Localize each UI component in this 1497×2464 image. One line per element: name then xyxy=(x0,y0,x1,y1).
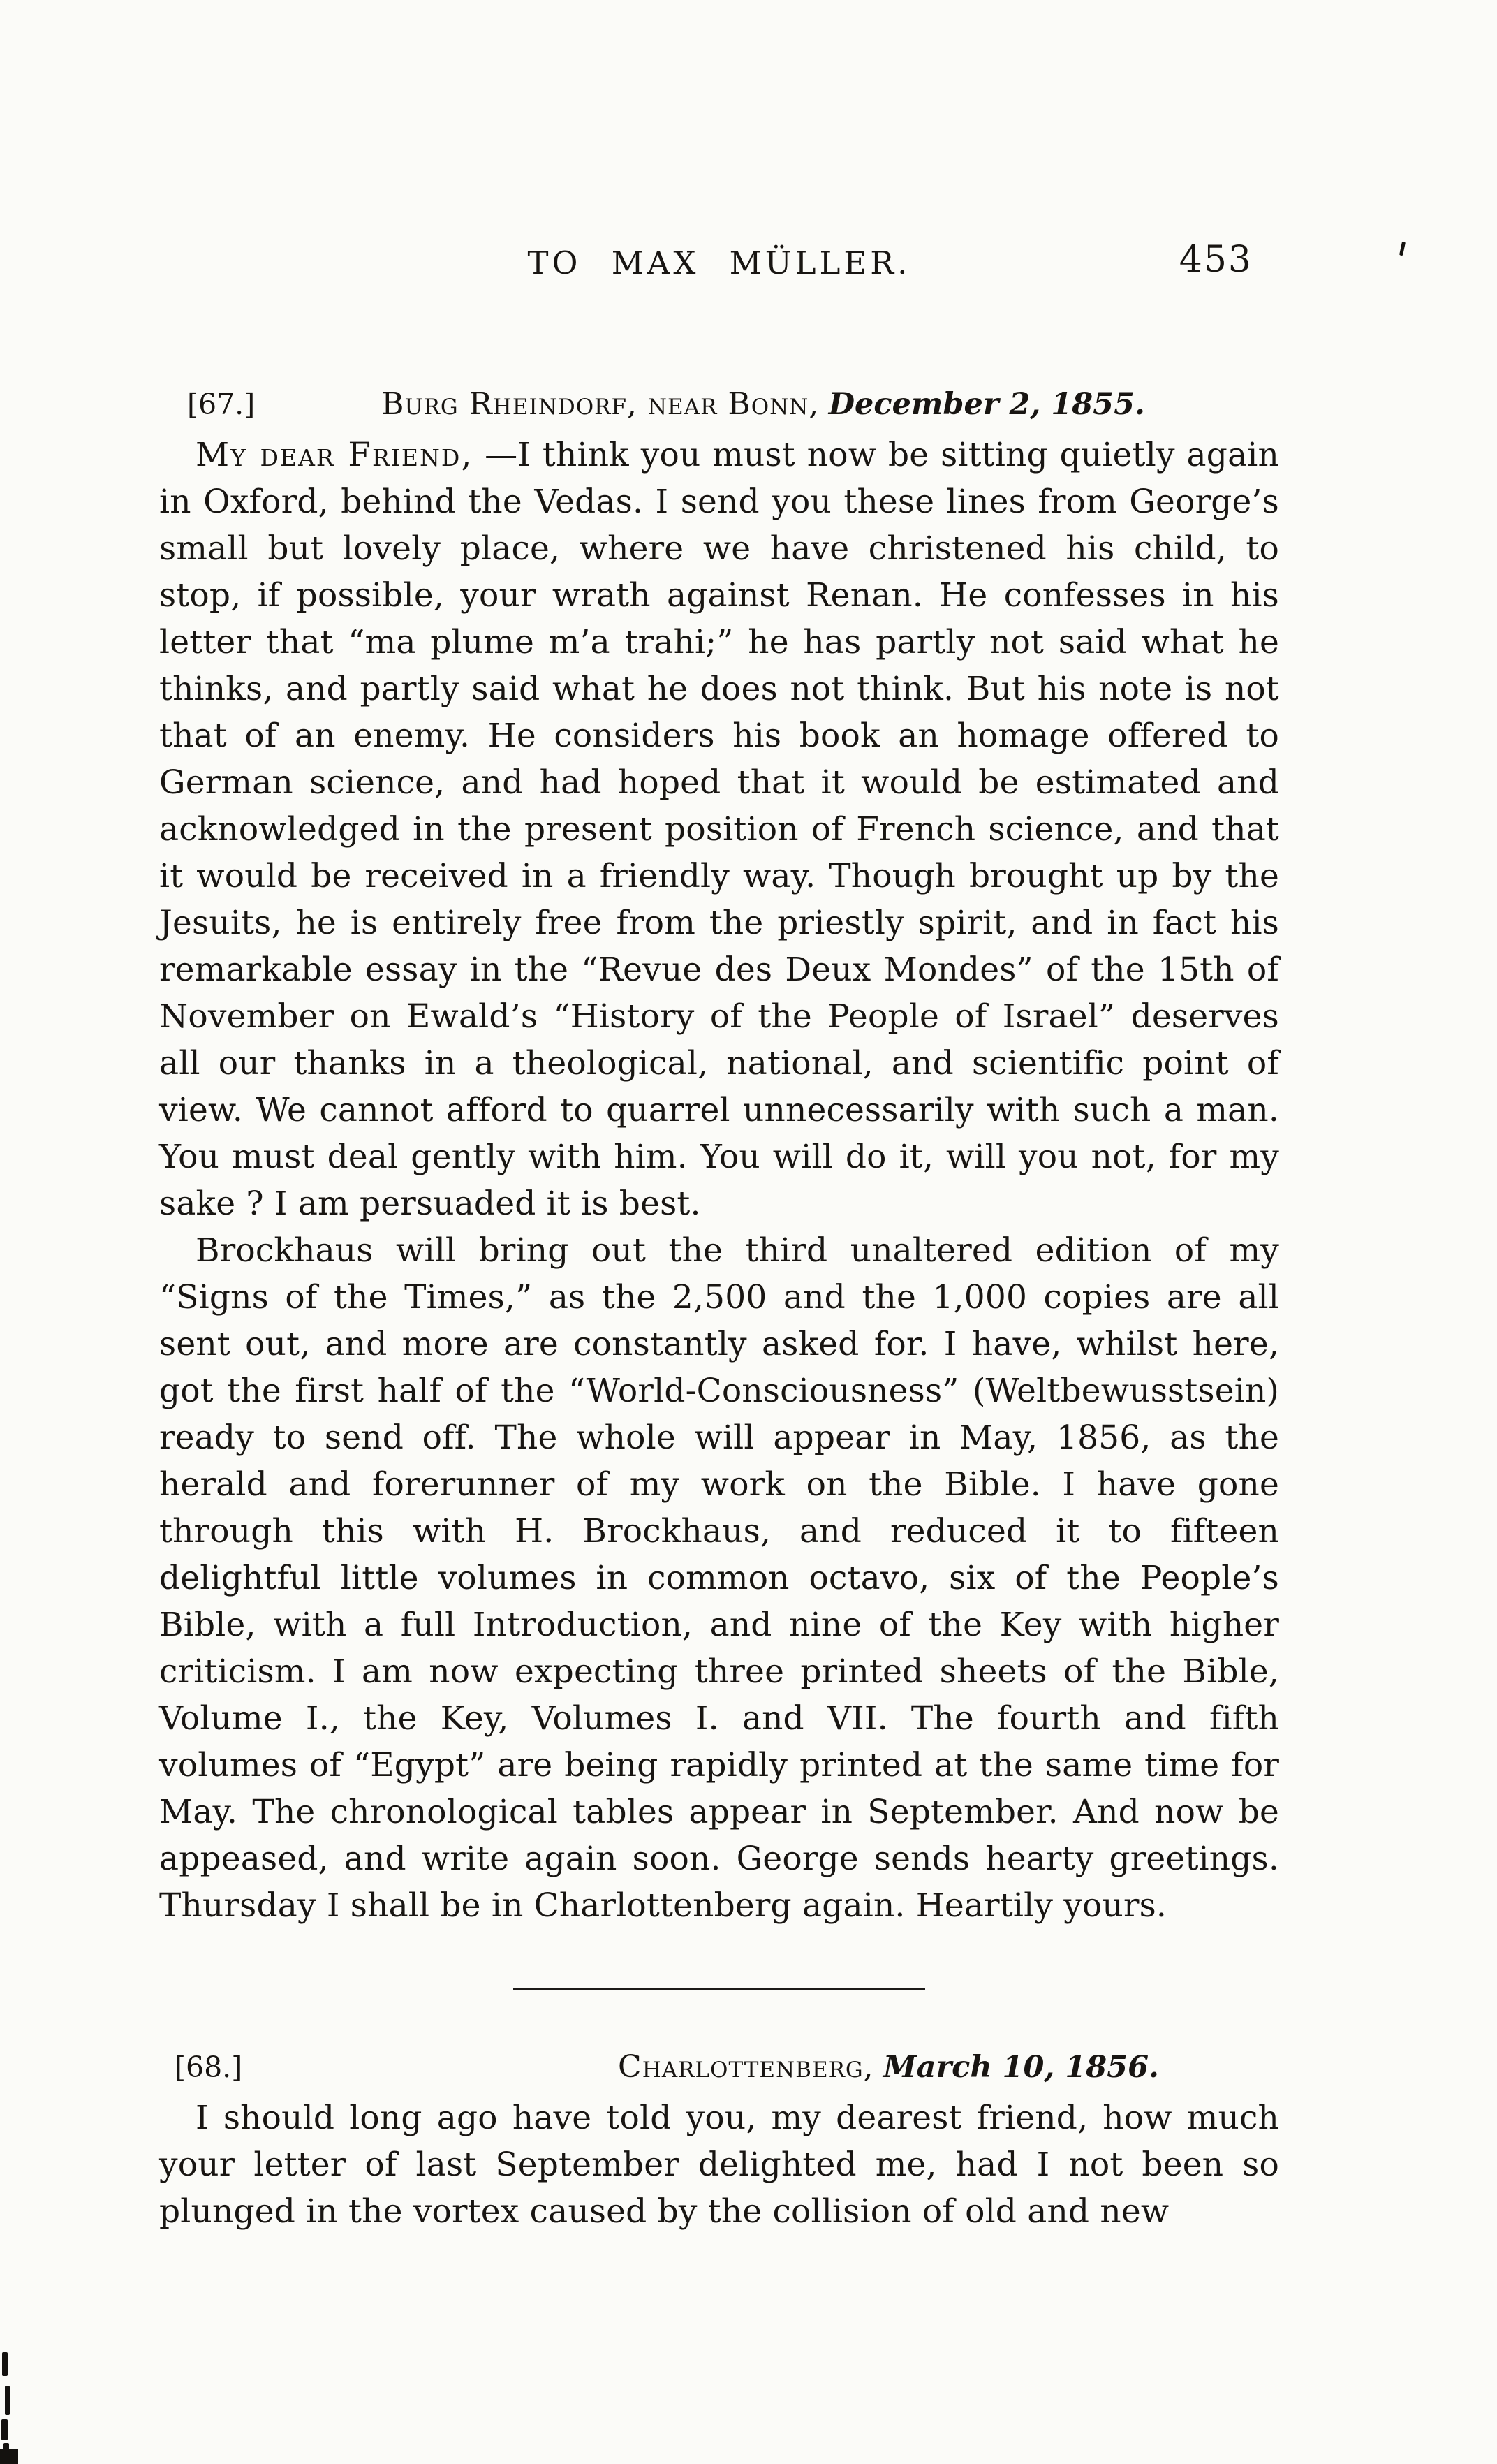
scan-artifact xyxy=(1399,242,1406,256)
letter-paragraph: I should long ago have told you, my dearest friend, how much your letter of last September delighted me, had I not been so plunged in the vortex caused by the collision of old and new xyxy=(159,2099,1279,2231)
page-number: 453 xyxy=(1179,239,1253,281)
scan-artifact xyxy=(5,2386,10,2415)
text-block xyxy=(159,239,1279,2235)
letter-date: March 10, 1856. xyxy=(883,2050,1159,2085)
letter-place: Charlottenberg, xyxy=(618,2049,874,2085)
page-header-title: TO MAX MÜLLER. xyxy=(527,244,911,281)
letter-number: [68.] xyxy=(175,2051,243,2084)
scan-artifact xyxy=(2,2352,8,2376)
letter-67 xyxy=(159,381,1279,1929)
letter-number: [67.] xyxy=(187,388,256,421)
running-head xyxy=(159,239,1279,285)
letter-dateline xyxy=(381,381,1145,427)
letter-place: Burg Rheindorf, near Bonn, xyxy=(381,386,820,422)
letter-68 xyxy=(159,2044,1279,2235)
letter-paragraph: Brockhaus will bring out the third unaltered edition of my “Signs of the Times,” as the 2,500 and the 1,000 copies are all sent out, and more are constantly asked for. I have, whilst here, got the first half of the “World-Consciousness” (Weltbewusstsein) ready to send off. The whole will appear in May, 1856, as the herald and forerunner of my work on the Bible. I have gone through this with H. Brockhaus, and reduced it to fifteen delightful little volumes in common octavo, six of the People’s Bible, with a full Introduction, and nine of the Key with higher criticism. I am now expecting three printed sheets of the Bible, Volume I., the Key, Volumes I. and VII. The fourth and fifth volumes of “Egypt” are being rapidly printed at the same time for May. The chronological tables appear in September. And now be appeased, and write again soon. George sends hearty greetings. Thursday I shall be in Charlottenberg again. Heartily yours. xyxy=(159,1231,1279,1925)
letter-date: December 2, 1855. xyxy=(828,387,1145,422)
scan-artifact xyxy=(0,2449,18,2464)
letter-dateline xyxy=(618,2044,1159,2090)
scan-artifact xyxy=(1,2419,8,2440)
letter-67-heading xyxy=(159,381,1279,427)
section-divider-rule xyxy=(513,1988,925,1990)
letter-paragraph xyxy=(159,432,1279,1227)
paragraph-text: —I think you must now be sitting quietly again in Oxford, behind the Vedas. I send you these lines from George’s small but lovely place, where we have christened his child, to stop, if possible, your wrath against Renan. He confesses in his letter that “ma plume m’a trahi;” he has partly not said what he thinks, and partly said what he does not think. But his note is not that of an enemy. He considers his book an homage offered to German science, and had hoped that it would be estimated and acknowledged in the present position of French science, and that it would be received in a friendly way. Though brought up by the Jesuits, he is entirely free from the priestly spirit, and in fact his remarkable essay in the “Revue des Deux Mondes” of the 15th of November on Ewald’s “History of the People of Israel” deserves all our thanks in a theological, national, and scientific point of view. We cannot afford to quarrel unnecessarily with such a man. You must deal gently with him. You will do it, will you not, for my sake ? I am persuaded it is best. xyxy=(159,436,1279,1223)
salutation: My dear Friend, xyxy=(196,436,473,474)
letter-68-heading xyxy=(159,2044,1279,2090)
